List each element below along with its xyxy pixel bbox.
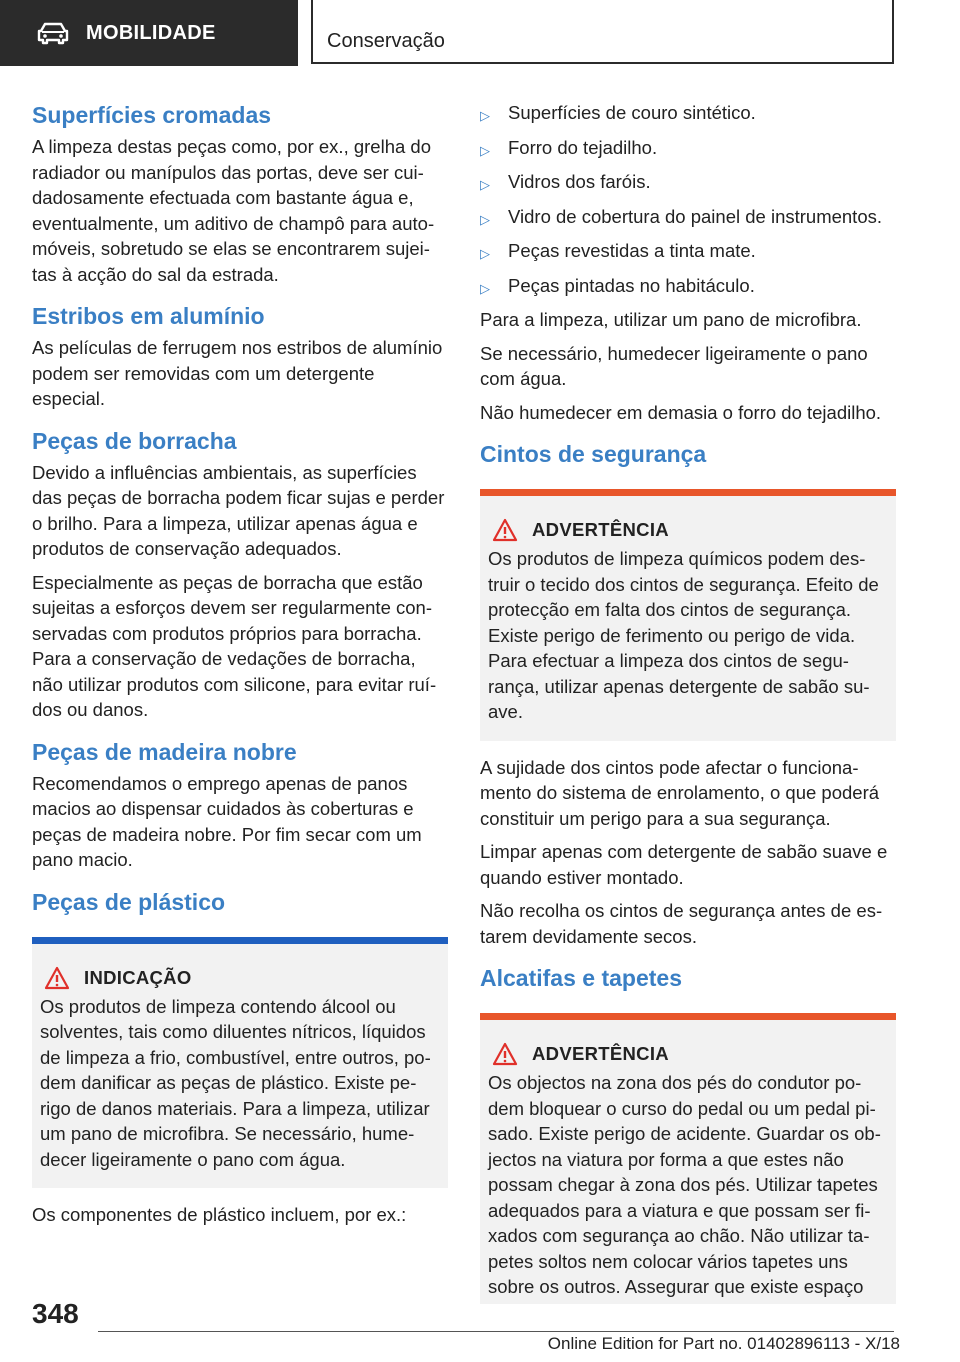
heading-plastic: Peças de plástico (32, 888, 226, 915)
warning-header (488, 518, 888, 542)
paragraph: Devido a influências ambientais, as superfícies das peças de borracha podem ficar sujas e perder o brilho. Para a limpeza, utilizar apenas água e produtos de conservação adequados. (32, 461, 445, 559)
warning-icon (492, 1042, 518, 1066)
paragraph: Se necessário, humedecer ligeiramente o pano com água. (480, 342, 868, 389)
note-text: Os produtos de limpeza contendo álcool ou solventes, tais como diluentes nítricos, líquidos de limpeza a frio, combustível, entre outros, podem danificar as peças de plástico. Existe perigo de danos materiais. Para a limpeza, utilizar um pano de microfibra. Se necessário, humedecer ligeiramente o pano com água. (40, 995, 431, 1170)
warning-box-seatbelts (480, 489, 896, 741)
warning-header (488, 1042, 888, 1066)
footer-divider (98, 1331, 894, 1332)
paragraph: Limpar apenas com detergente de sabão suave e quando estiver montado. (480, 841, 888, 888)
note-header (40, 966, 440, 990)
section-rubber (32, 426, 448, 723)
paragraph: Não humedecer em demasia o forro do tejadilho. (480, 401, 882, 423)
triangle-bullet-icon: ▷ (480, 142, 490, 158)
page-header (0, 0, 960, 66)
warning-text: Os objectos na zona dos pés do condutor podem bloquear o curso do pedal ou um pedal pisado. Existe perigo de acidente. Guardar os objectos na viatura por forma a que estes não possam chegar à zona dos pés. Utilizar tapetes adequados para a viatura e que possam ser fixados com segurança ao chão. Não utilizar tapetes soltos nem colocar vários tapetes uns sobre os outros. Assegurar que existe espaço (488, 1072, 881, 1297)
list-item: ▷ Superfícies de couro sintético. (480, 100, 896, 129)
section-wood (32, 737, 448, 873)
section-plastic (32, 887, 448, 1228)
right-column (480, 100, 896, 1318)
heading-wood: Peças de madeira nobre (32, 738, 297, 765)
edition-footer: Online Edition for Part no. 01402896113 - X/18 (547, 1334, 900, 1353)
paragraph: Não recolha os cintos de segurança antes de estarem devidamente secos. (480, 900, 883, 947)
paragraph: Os componentes de plástico incluem, por ex.: (32, 1204, 407, 1225)
note-box (32, 937, 448, 1189)
warning-box-carpets (480, 1013, 896, 1304)
section-chrome (32, 100, 448, 287)
section-aluminium (32, 301, 448, 412)
triangle-bullet-icon: ▷ (480, 108, 490, 123)
heading-chrome: Superfícies cromadas (32, 102, 272, 128)
warning-title: ADVERTÊNCIA (532, 1043, 669, 1064)
triangle-bullet-icon: ▷ (480, 280, 490, 296)
car-icon (36, 21, 70, 45)
plastic-parts-list (480, 100, 896, 301)
paragraph: Recomendamos o emprego apenas de panos macios ao dispensar cuidados às coberturas e peças de madeira nobre. Por fim secar com um pano macio. (32, 772, 422, 870)
warning-title: ADVERTÊNCIA (532, 519, 669, 540)
chapter-tab (311, 0, 894, 64)
section-tab[interactable] (0, 0, 298, 66)
warning-icon (44, 966, 70, 990)
list-item: ▷ Peças pintadas no habitáculo. (480, 273, 896, 302)
heading-seatbelts: Cintos de segurança (480, 441, 707, 467)
triangle-bullet-icon: ▷ (480, 211, 490, 227)
section-label: MOBILIDADE (86, 21, 216, 44)
list-item: ▷ Vidros dos faróis. (480, 169, 896, 198)
list-item: ▷ Forro do tejadilho. (480, 135, 896, 164)
page-number: 348 (32, 1298, 79, 1329)
note-title: INDICAÇÃO (84, 966, 192, 988)
warning-icon (492, 518, 518, 542)
left-column (32, 100, 448, 1236)
heading-aluminium: Estribos em alumínio (32, 303, 265, 329)
triangle-bullet-icon: ▷ (480, 177, 490, 192)
paragraph: Especialmente as peças de borracha que estão sujeitas a esforços devem ser regularmente conservadas com produtos próprios para borracha. Para a conservação de vedações de borracha, não utilizar produtos com silicone, para evitar ruídos ou danos. (32, 571, 437, 720)
list-item: ▷ Peças revestidas a tinta mate. (480, 238, 896, 267)
heading-rubber: Peças de borracha (32, 427, 237, 454)
triangle-bullet-icon: ▷ (480, 246, 490, 261)
warning-text: Os produtos de limpeza químicos podem destruir o tecido dos cintos de segurança. Efeito de protecção em falta dos cintos de segurança. Existe perigo de ferimento ou perigo de vida. Para efectuar a limpeza dos cintos de segurança, utilizar apenas detergente de sabão suave. (488, 548, 879, 722)
list-item: ▷ Vidro de cobertura do painel de instrumentos. (480, 204, 896, 233)
paragraph: Para a limpeza, utilizar um pano de microfibra. (480, 309, 862, 330)
paragraph: A sujidade dos cintos pode afectar o funcionamento do sistema de enrolamento, o que poderá constituir um perigo para a sua segurança. (480, 756, 880, 829)
paragraph: As películas de ferrugem nos estribos de alumínio podem ser removidas com um detergente especial. (32, 337, 443, 409)
paragraph: A limpeza destas peças como, por ex., grelha do radiador ou manípulos das portas, deve ser cuidadosamente efectuada com bastante água e, eventualmente, um aditivo de champô para automóveis, sobretudo se elas se encontrarem sujeitas à acção do sal da estrada. (32, 136, 435, 285)
heading-carpets: Alcatifas e tapetes (480, 965, 682, 991)
chapter-label: Conservação (327, 30, 445, 52)
